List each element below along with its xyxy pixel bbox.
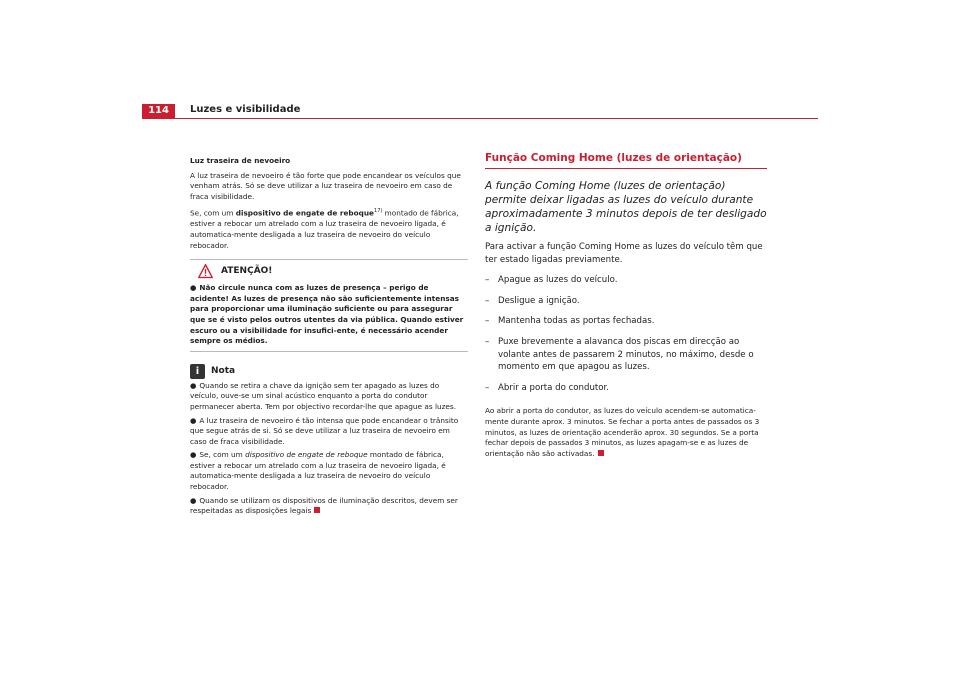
list-item <box>485 295 767 308</box>
note-bullet <box>190 416 468 448</box>
dash-marker: – <box>485 295 490 306</box>
warning-box <box>190 259 468 352</box>
note-title: Nota <box>211 365 236 376</box>
bullet-icon: ● <box>190 380 197 390</box>
right-column <box>485 152 767 459</box>
page-number: 114 <box>142 104 175 118</box>
end-of-section-icon <box>314 507 320 513</box>
intro-paragraph: Para activar a função Coming Home as luzes do veículo têm que ter estado ligadas previamente. <box>485 242 763 265</box>
footnote-ref: 17) <box>374 208 383 215</box>
section-heading-fog-light: Luz traseira de nevoeiro <box>190 156 291 165</box>
bullet-icon: ● <box>190 450 197 460</box>
text-segment: montado de fábrica, estiver a rebocar um atrelado com a luz traseira de nevoeiro ligada, é automatica-mente desligada a luz traseira de nevoeiro do veículo rebocador. <box>190 450 446 492</box>
note-text: Quando se utilizam os dispositivos de iluminação descritos, devem ser respeitadas as disposições legais <box>190 495 458 516</box>
step-text: Desligue a ignição. <box>498 295 580 306</box>
steps-list <box>485 274 767 394</box>
list-item <box>485 382 767 395</box>
dash-marker: – <box>485 275 490 286</box>
paragraph-tow-hitch <box>190 206 468 251</box>
note-bullet <box>190 450 468 492</box>
dash-marker: – <box>485 316 490 327</box>
info-note-icon: i <box>190 364 205 379</box>
step-text: Apague as luzes do veículo. <box>498 275 618 286</box>
outro-text: Ao abrir a porta do condutor, as luzes do veículo acendem-se automatica-mente durante aprox. 3 minutos. Se fechar a porta antes de passados os 3 minutos, as luzes de orientação acenderão aprox. 30 segundos. Se a porta fechar depois de passados 3 minutos, as luzes apagam-se e as luzes de orientação não são activadas. <box>485 406 760 458</box>
text-segment: montado de fábrica, estiver a rebocar um atrelado com a luz traseira de nevoeiro ligada, é automatica-mente desligada a luz traseira de nevoeiro do veículo rebocador. <box>190 208 459 250</box>
outro-paragraph <box>485 406 767 459</box>
text-segment: Se, com um <box>199 450 246 460</box>
step-text: Puxe brevemente a alavanca dos piscas em direcção ao volante antes de passarem 2 minutos, no máximo, desde o momento em que apagou as luzes. <box>498 336 754 373</box>
bold-term: dispositivo de engate de reboque <box>235 208 375 218</box>
bullet-icon: ● <box>190 415 197 425</box>
warning-title: ATENÇÃO! <box>221 266 273 277</box>
bullet-icon: ● <box>190 495 197 505</box>
warning-text <box>190 283 468 347</box>
dash-marker: – <box>485 336 490 347</box>
text-segment: Se, com um <box>190 208 236 218</box>
end-of-section-icon <box>598 450 604 456</box>
paragraph-fog-light: A luz traseira de nevoeiro é tão forte que pode encandear os veículos que venham atrás. Só se deve utilizar a luz traseira de nevoeiro em caso de fraca visibilidade. <box>190 170 461 201</box>
list-item <box>485 315 767 328</box>
warning-triangle-icon <box>198 264 213 279</box>
note-header <box>190 364 468 379</box>
note-bullet <box>190 496 468 517</box>
warning-body: Não circule nunca com as luzes de presença – perigo de acidente! As luzes de presença não são suficientemente intensas para proporcionar uma iluminação suficiente ou para assegurar que se é visto pelos outros utentes da via pública. Quando estiver escuro ou a visibilidade for insufici-ente, é necessário acender sempre os médios. <box>190 283 464 346</box>
italic-term: dispositivo de engate de reboque <box>245 450 368 460</box>
list-item <box>485 274 767 287</box>
left-column <box>190 156 468 520</box>
section-title-coming-home: Função Coming Home (luzes de orientação) <box>485 152 767 169</box>
note-text: Quando se retira a chave da ignição sem ter apagado as luzes do veículo, ouve-se um sinal acústico enquanto a porta do condutor permanecer aberta. Tem por objectivo recordar-lhe que apague as luzes. <box>190 380 457 411</box>
warning-header <box>198 264 468 279</box>
note-text: A luz traseira de nevoeiro é tão intensa que pode encandear o trânsito que segue atrás de si. Só se deve utilizar a luz traseira de nevoeiro em caso de fraca visibilidade. <box>190 415 459 446</box>
step-text: Abrir a porta do condutor. <box>498 382 610 393</box>
dash-marker: – <box>485 382 490 393</box>
page-header-title: Luzes e visibilidade <box>190 104 301 115</box>
list-item <box>485 336 767 374</box>
bullet-icon: ● <box>190 283 197 293</box>
note-bullet <box>190 381 468 413</box>
step-text: Mantenha todas as portas fechadas. <box>498 316 655 327</box>
section-subtitle: A função Coming Home (luzes de orientação) permite deixar ligadas as luzes do veículo durante aproximadamente 3 minutos depois de ter desligado a ignição. <box>485 180 767 234</box>
header-rule <box>142 118 818 119</box>
